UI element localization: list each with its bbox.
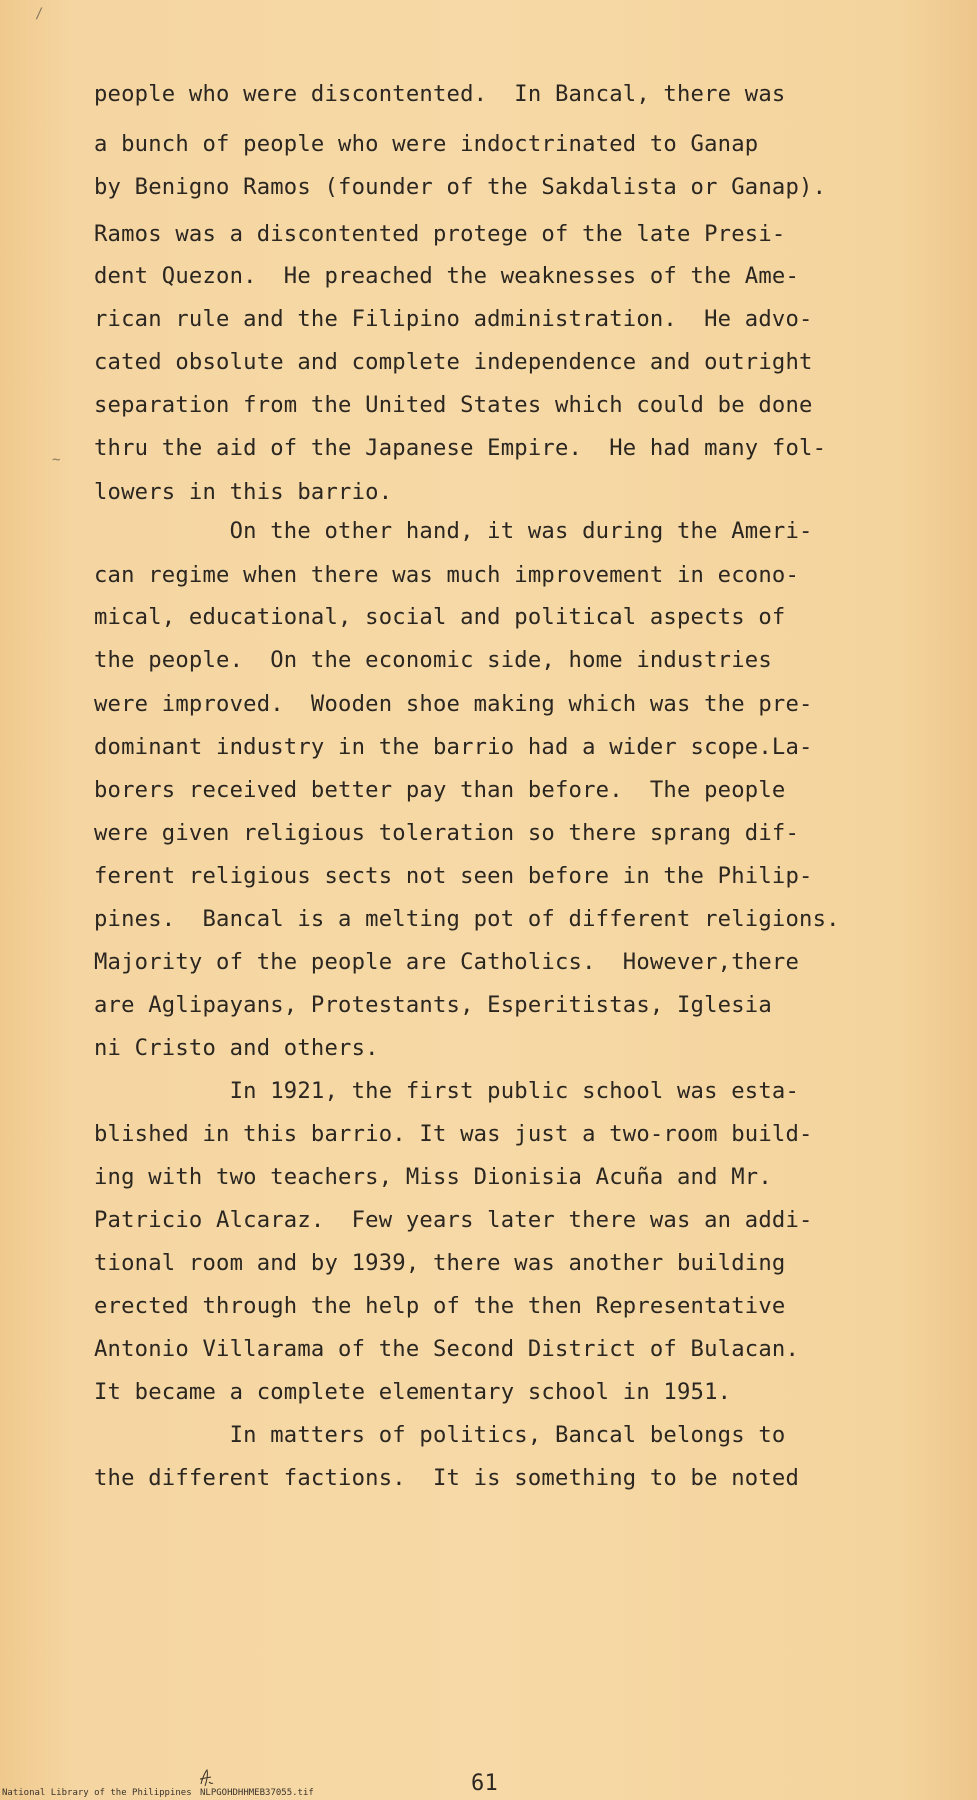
text-line: can regime when there was much improvement in econo-	[94, 562, 800, 588]
text-line: are Aglipayans, Protestants, Esperitistas, Iglesia	[94, 992, 772, 1018]
text-line: the people. On the economic side, home industries	[94, 647, 772, 673]
text-line: the different factions. It is something to be noted	[94, 1465, 800, 1491]
text-line: In matters of politics, Bancal belongs to	[94, 1422, 786, 1448]
page-number: 61	[471, 1771, 498, 1796]
text-line: Majority of the people are Catholics. However,there	[94, 949, 800, 975]
text-line: erected through the help of the then Representative	[94, 1293, 786, 1319]
text-line: dominant industry in the barrio had a wider scope.La-	[94, 734, 813, 760]
text-line: were improved. Wooden shoe making which was the pre-	[94, 691, 813, 717]
text-line: separation from the United States which could be done	[94, 392, 813, 418]
text-line: ing with two teachers, Miss Dionisia Acuña and Mr.	[94, 1164, 772, 1190]
text-line: people who were discontented. In Bancal, there was	[94, 81, 786, 107]
text-line: a bunch of people who were indoctrinated to Ganap	[94, 131, 759, 157]
text-line: lowers in this barrio.	[94, 479, 393, 505]
text-line: ni Cristo and others.	[94, 1035, 379, 1061]
corner-tick-mark: /	[35, 6, 44, 22]
text-line: ferent religious sects not seen before in the Philip-	[94, 863, 813, 889]
text-line: thru the aid of the Japanese Empire. He had many fol-	[94, 435, 827, 461]
text-line: Antonio Villarama of the Second District of Bulacan.	[94, 1336, 800, 1362]
scan-file-id: NLPGOHDHHMEB37055.tif	[200, 1788, 314, 1798]
text-line: borers received better pay than before. The people	[94, 777, 786, 803]
margin-dash-mark: ~	[52, 452, 61, 468]
text-line: Patricio Alcaraz. Few years later there was an addi-	[94, 1207, 813, 1233]
text-line: In 1921, the first public school was esta-	[94, 1078, 800, 1104]
text-line: dent Quezon. He preached the weaknesses of the Ame-	[94, 263, 800, 289]
text-line: were given religious toleration so there sprang dif-	[94, 820, 800, 846]
text-line: rican rule and the Filipino administration. He advo-	[94, 306, 813, 332]
text-line: cated obsolute and complete independence and outright	[94, 349, 813, 375]
text-line: mical, educational, social and political aspects of	[94, 604, 786, 630]
text-line: It became a complete elementary school in 1951.	[94, 1379, 732, 1405]
text-line: by Benigno Ramos (founder of the Sakdalista or Ganap).	[94, 174, 827, 200]
library-footer-label: National Library of the Philippines	[2, 1788, 192, 1798]
handwritten-initials-mark	[198, 1768, 214, 1788]
text-line: blished in this barrio. It was just a two-room build-	[94, 1121, 813, 1147]
text-line: tional room and by 1939, there was another building	[94, 1250, 786, 1276]
text-line: On the other hand, it was during the Ameri-	[94, 518, 813, 544]
text-line: Ramos was a discontented protege of the late Presi-	[94, 221, 786, 247]
text-line: pines. Bancal is a melting pot of different religions.	[94, 906, 840, 932]
